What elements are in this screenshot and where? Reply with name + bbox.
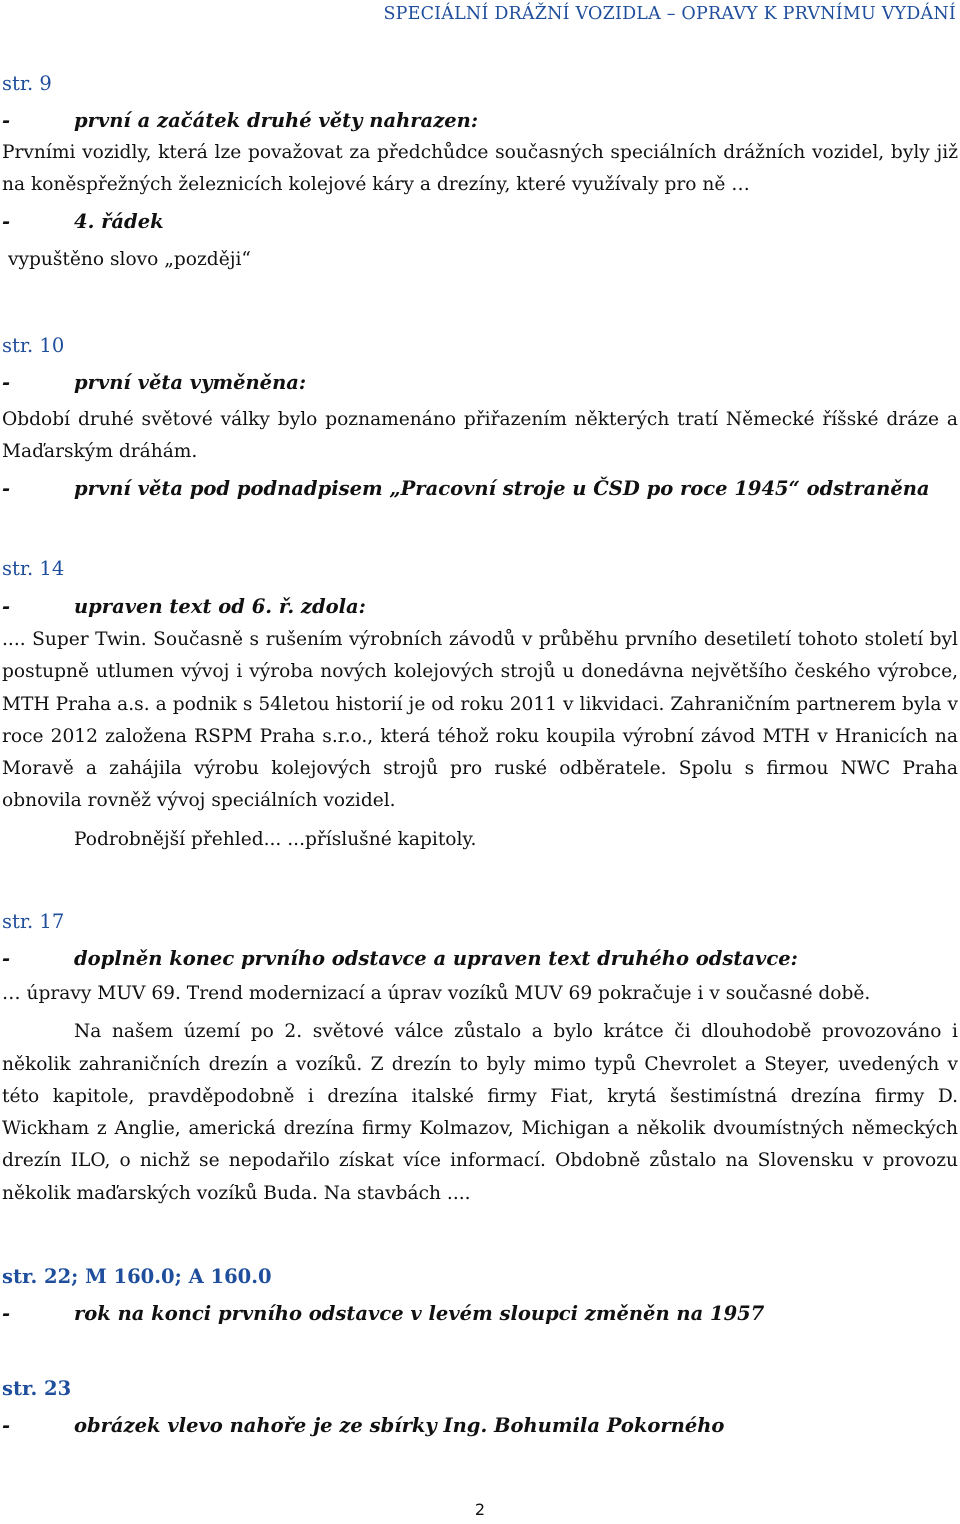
change-item bbox=[2, 943, 958, 975]
paragraph: … úpravy MUV 69. Trend modernizací a úprav vozíků MUV 69 pokračuje i v současné době. bbox=[2, 983, 871, 1004]
page-reference: str. 22; M 160.0; A 160.0 bbox=[2, 1265, 272, 1288]
change-item bbox=[2, 473, 958, 505]
change-description: doplněn konec prvního odstavce a upraven text druhého odstavce: bbox=[74, 947, 798, 970]
replacement-text bbox=[2, 404, 958, 469]
paragraph: vypuštěno slovo „později“ bbox=[8, 248, 251, 270]
change-description: první věta vyměněna: bbox=[74, 371, 307, 394]
section-str-22 bbox=[2, 1261, 958, 1330]
replacement-text bbox=[2, 137, 958, 202]
section-str-10 bbox=[2, 330, 958, 505]
section-str-23 bbox=[2, 1373, 958, 1442]
change-item bbox=[2, 1410, 958, 1442]
dash-bullet: - bbox=[2, 1414, 11, 1437]
change-item bbox=[2, 1298, 958, 1330]
change-description: první a začátek druhé věty nahrazen: bbox=[74, 109, 479, 132]
replacement-text bbox=[2, 978, 958, 1210]
dash-bullet: - bbox=[2, 371, 11, 394]
page-reference: str. 10 bbox=[2, 334, 65, 357]
section-str-17 bbox=[2, 906, 958, 1210]
dash-bullet: - bbox=[2, 476, 11, 500]
change-description: 4. řádek bbox=[74, 209, 164, 233]
dash-bullet: - bbox=[2, 209, 11, 233]
page-number: 2 bbox=[474, 1500, 486, 1519]
dash-bullet: - bbox=[2, 1302, 11, 1325]
running-header: SPECIÁLNÍ DRÁŽNÍ VOZIDLA – OPRAVY K PRVNÍMU VYDÁNÍ bbox=[383, 4, 956, 24]
paragraph: Podrobnější přehled... ...příslušné kapitoly. bbox=[74, 828, 477, 850]
replacement-text bbox=[2, 624, 958, 856]
paragraph: .... Super Twin. Současně s rušením výrobních závodů v průběhu prvního desetiletí tohoto století byl postupně utlumen vývoj i výroba nových kolejových strojů u donedávna největšího českého výrobce, MTH Praha a.s. a podnik s 54letou historií je od roku 2011 v likvidaci. Zahraničním partnerem byla v roce 2012 založena RSPM Praha s.r.o., která téhož roku koupila výrobní závod MTH v Hranicích na Moravě a zahájila výrobu kolejových strojů pro ruské odběratele. Spolu s firmou NWC Praha obnovila rovněž vývoj speciálních vozidel. bbox=[2, 629, 958, 812]
paragraph: Prvními vozidly, která lze považovat za předchůdce současných speciálních drážních vozidel, byly již na koněspřežných železnicích kolejové káry a drezíny, které využívaly pro ně … bbox=[2, 142, 958, 196]
page-reference: str. 17 bbox=[2, 910, 65, 933]
page-reference: str. 14 bbox=[2, 557, 65, 580]
section-str-9 bbox=[2, 68, 958, 276]
page-reference: str. 23 bbox=[2, 1377, 72, 1400]
change-description: obrázek vlevo nahoře je ze sbírky Ing. Bohumila Pokorného bbox=[74, 1414, 725, 1437]
note-text bbox=[2, 244, 958, 276]
page-reference: str. 9 bbox=[2, 72, 52, 95]
dash-bullet: - bbox=[2, 595, 11, 618]
section-str-14 bbox=[2, 553, 958, 856]
dash-bullet: - bbox=[2, 947, 11, 970]
paragraph: Období druhé světové války bylo poznamenáno přiřazením některých tratí Německé říšské dráze a Maďarským dráhám. bbox=[2, 409, 958, 463]
change-description: upraven text od 6. ř. zdola: bbox=[74, 595, 366, 618]
change-description: první věta pod podnadpisem „Pracovní stroje u ČSD po roce 1945“ odstraněna bbox=[74, 476, 930, 500]
change-item bbox=[2, 591, 958, 623]
paragraph: Na našem území po 2. světové válce zůstalo a bylo krátce či dlouhodobě provozováno i několik zahraničních drezín a vozíků. Z drezín to byly mimo typů Chevrolet a Steyer, uvedených v této kapitole, pravděpodobně i drezína italské firmy Fiat, krytá šestimístná drezína firmy D. Wickham z Anglie, americká drezína firmy Kolmazov, Michigan a několik dvoumístných německých drezín ILO, o nichž se nepodařilo získat více informací. Obdobně zůstalo na Slovensku v provozu několik maďarských vozíků Buda. Na stavbách .... bbox=[2, 1021, 958, 1204]
change-description: rok na konci prvního odstavce v levém sloupci změněn na 1957 bbox=[74, 1302, 765, 1325]
dash-bullet: - bbox=[2, 109, 11, 132]
change-item bbox=[2, 105, 958, 137]
change-item bbox=[2, 206, 958, 238]
change-item bbox=[2, 367, 958, 399]
